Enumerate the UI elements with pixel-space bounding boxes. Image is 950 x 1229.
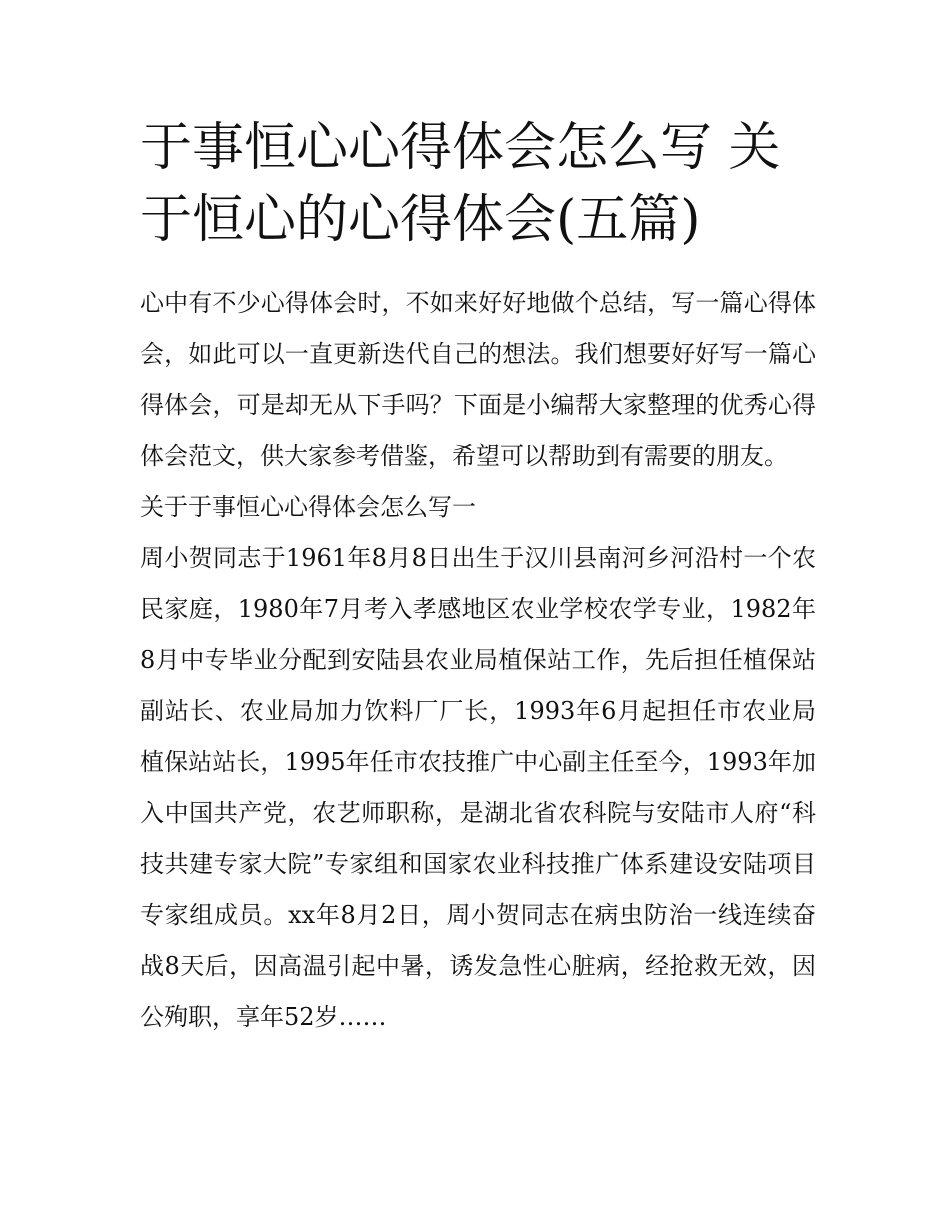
section-heading: 关于于事恒心心得体会怎么写一 — [140, 493, 476, 521]
document-title: 于事恒心心得体会怎么写 关于恒心的心得体会(五篇) — [140, 118, 781, 250]
section-paragraph: 周小贺同志于1961年8月8日出生于汉川县南河乡河沿村一个农民家庭，1980年7月考入孝感地区农业学校农学专业，1982年8月中专毕业分配到安陆县农业局植保站工作，先后担任植保站副站长、农业局加力饮料厂厂长，1993年6月起担任市农业局植保站站长，1995年任市农技推广中心副主任至今，1993年加入中国共产党，农艺师职称，是湖北省农科院与安陆市人府“科技共建专家大院”专家组和国家农业科技推广体系建设安陆项目专家组成员。xx年8月2日，周小贺同志在病虫防治一线连续奋战8天后，因高温引起中暑，诱发急性心脏病，经抢救无效，因公殉职，享年52岁…… — [140, 544, 816, 1031]
document-body — [140, 278, 816, 1043]
intro-paragraph: 心中有不少心得体会时，不如来好好地做个总结，写一篇心得体会，如此可以一直更新迭代自己的想法。我们想要好好写一篇心得体会，可是却无从下手吗？下面是小编帮大家整理的优秀心得体会范文，供大家参考借鉴，希望可以帮助到有需要的朋友。 — [140, 289, 816, 470]
